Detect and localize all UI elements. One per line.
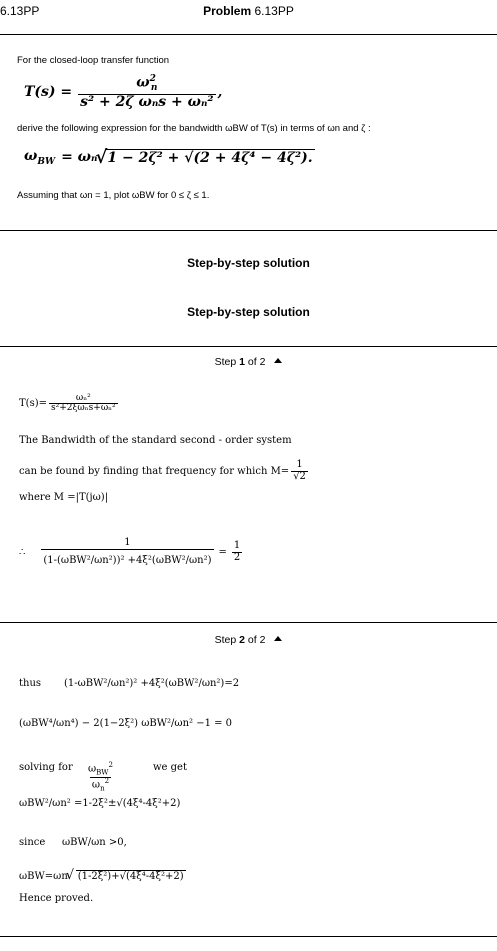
bw-radical: √ 1 − 2ζ² + √(2 + 4ζ⁴ − 4ζ²). [105,149,314,166]
tf-denominator: s² + 2ζ ωₙs + ωₙ² [80,93,214,110]
step1-rhs-fraction: $\frac{1}{2}$ [233,540,241,563]
tf-numerator: $\omega^2_n$ [136,74,158,94]
step2-solving-frac: $\frac{\omega_{BW}^2}{\omega_n^2}$ [88,761,113,792]
divider [0,622,497,623]
divider [0,936,497,937]
step2-thus: thus [19,678,42,689]
step2-eq3: ωBW²/ωn² =1-2ξ²±√(4ξ⁴-4ξ²+2) [19,798,181,809]
chevron-up-icon[interactable] [274,636,282,641]
header-code: 6.13PP [0,4,40,18]
step1-equation: ∴ $\frac{1}{\text{(1-(ωBW²/ωn²))² +4ξ²(ωBW²/ωn²)}}$ = $\frac{1}{2}$ [19,537,241,566]
divider [0,346,497,347]
step2-eq2: (ωBW⁴/ωn⁴) − 2(1−2ξ²) ωBW²/ωn² −1 = 0 [19,718,233,729]
tf-lhs: T(s) = [24,84,73,101]
solution-heading: Step-by-step solution [187,256,310,270]
step1-line2: can be found by finding that frequency for which M= $\frac{1}{√2}$ [19,459,306,482]
step2-header[interactable]: Step 2 of 2 [0,634,497,646]
solution-heading-2: Step-by-step solution [187,305,310,319]
problem-assume: Assuming that ωn = 1, plot ωBW for 0 ≤ ζ ≤ 1. [17,190,210,201]
problem-derive: derive the following expression for the bandwidth ωBW of T(s) in terms of ωn and ζ : [17,123,371,134]
divider [0,34,497,35]
step1-tf-fraction: $\frac{\text{ωₙ²}}{\text{s²+2ξωₙs+ωₙ²}}$ [50,393,116,414]
step1-transfer-function: T(s)= $\frac{\text{ωₙ²}}{\text{s²+2ξωₙs+ωₙ²}}$ [19,393,116,414]
step1-header[interactable]: Step 1 of 2 [0,356,497,368]
step2-we-get: we get [153,762,187,773]
step1-frac: $\frac{1}{√2}$ [293,459,306,482]
bw-lhs: $\omega_{BW}$ [24,148,56,167]
step1-line1: The Bandwidth of the standard second - order system [19,435,292,446]
step2-eq1: (1-ωBW²/ωn²)² +4ξ²(ωBW²/ωn²)=2 [64,678,240,689]
step2-since: since [19,837,46,848]
step2-hence: Hence proved. [19,893,94,904]
header-title-code: 6.13PP [254,4,294,18]
divider [0,230,497,231]
header-title-prefix: Problem [203,4,252,18]
tf-fraction [78,75,215,110]
bw-rhs: = ωₙ [61,149,98,166]
problem-intro: For the closed-loop transfer function [17,55,170,66]
step2-eq4: ωBW=ωn √ (1-2ξ²)+√(4ξ⁴-4ξ²+2) [19,870,186,882]
step1-line3: where M =|T(jω)| [19,492,109,503]
header-title [0,4,497,18]
chevron-up-icon[interactable] [274,358,282,363]
transfer-function: T(s) = $\frac{\omega^2_n}{\text{s² + 2ζ ωₙs + ωₙ²}}$ , [24,74,223,110]
step2-solving: solving for [19,762,73,773]
bandwidth-expression [24,148,315,167]
step1-big-fraction: $\frac{1}{\text{(1-(ωBW²/ωn²))² +4ξ²(ωBW²/ωn²)}}$ [43,537,212,566]
step2-since-expr: ωBW/ωn >0, [62,837,127,848]
step2-number: 2 [239,634,245,646]
step1-number: 1 [239,356,245,368]
